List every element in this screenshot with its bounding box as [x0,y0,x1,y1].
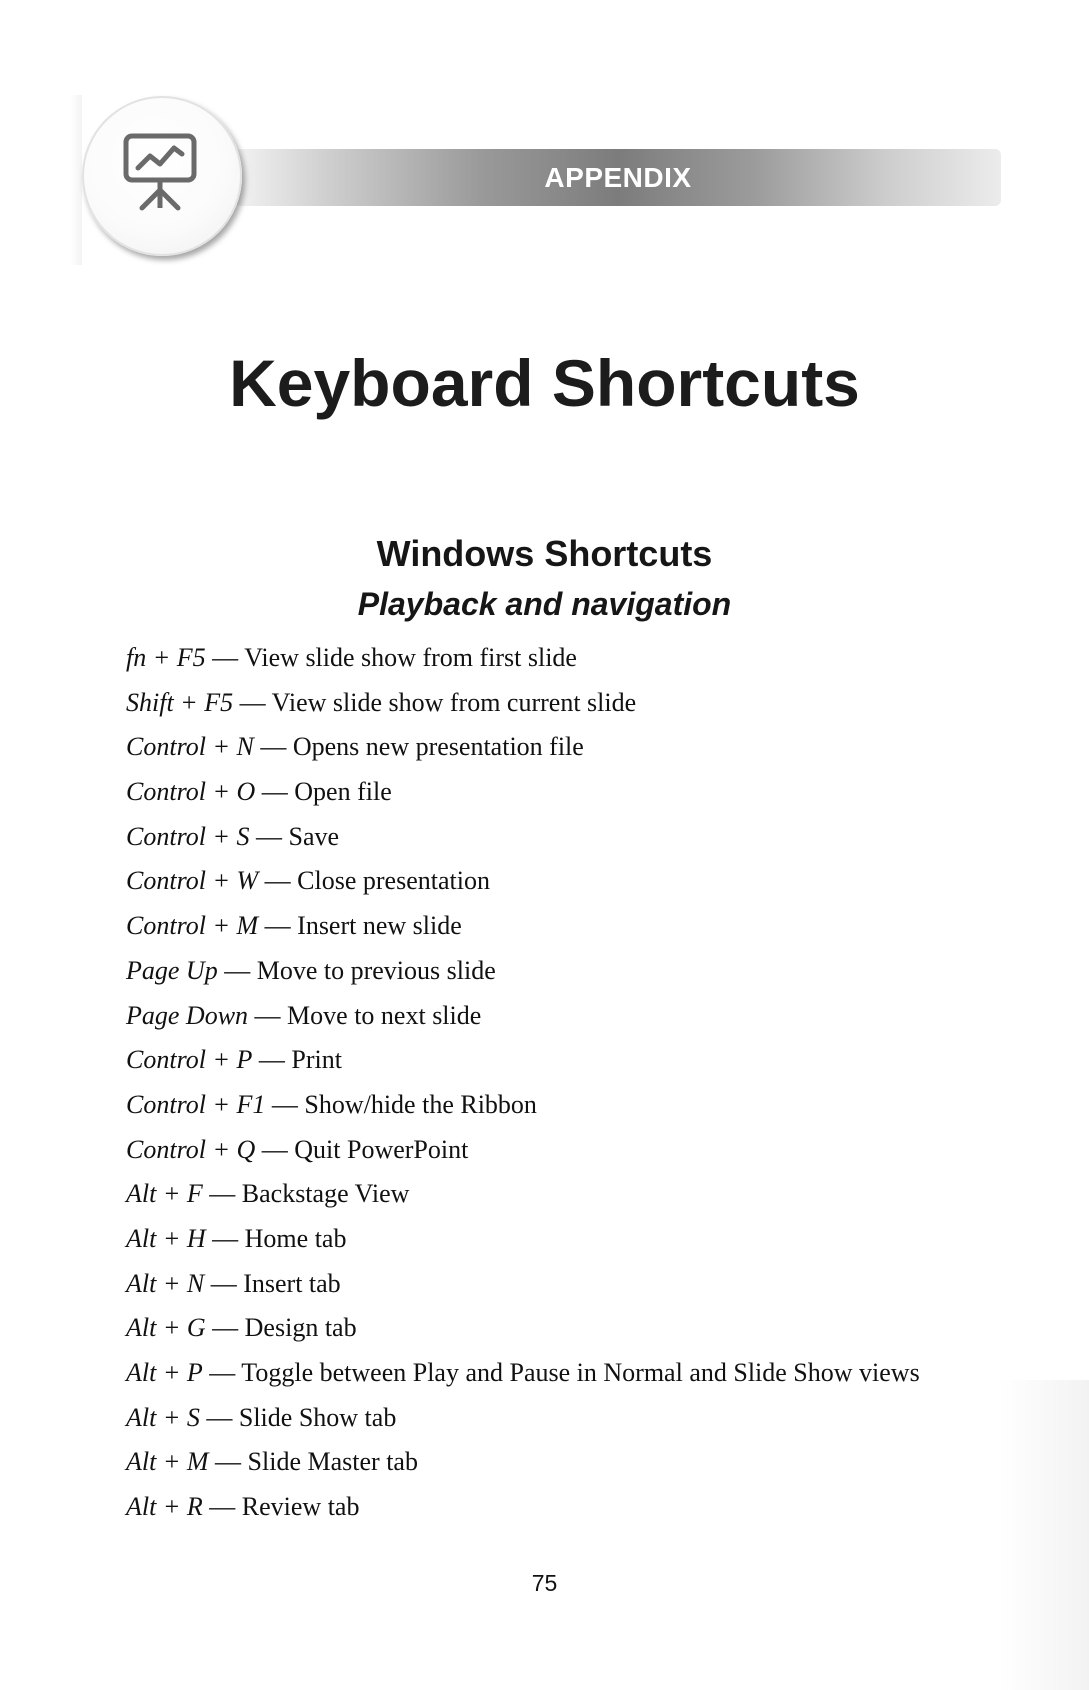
shortcut-action: Print [291,1045,342,1075]
shortcut-keys: Control + F1 [126,1089,266,1119]
shortcut-action: Home tab [244,1223,347,1253]
shortcut-list [126,636,1026,1530]
shortcut-separator: — [224,955,251,985]
shortcut-separator: — [260,732,287,762]
shortcut-item [126,681,1026,726]
shortcut-action: Slide Show tab [238,1402,397,1432]
shortcut-action: Opens new presentation file [292,732,584,762]
shortcut-action: View slide show from first slide [244,643,577,672]
shortcut-item [126,1440,1026,1485]
shortcut-item [126,725,1026,770]
shortcut-item [126,1128,1026,1173]
subsection-title: Playback and navigation [357,586,732,622]
shortcut-keys: Alt + H [126,1223,206,1253]
shortcut-separator: — [258,1045,285,1075]
shortcut-separator: — [256,821,282,851]
shortcut-separator: — [264,911,291,941]
shortcut-item [126,1485,1026,1530]
shortcut-item [126,994,1026,1039]
shortcut-keys: Alt + G [126,1313,206,1343]
shortcut-item [126,636,1026,681]
shortcut-keys: Alt + M [126,1447,209,1477]
shortcut-action: View slide show from current slide [271,687,637,717]
shortcut-separator: — [206,1402,233,1432]
chapter-badge [82,96,242,256]
shortcut-keys: Control + S [126,821,250,851]
shortcut-action: Move to next slide [287,1000,482,1030]
shortcut-keys: Shift + F5 [126,687,234,717]
shortcut-separator: — [212,1223,239,1253]
shortcut-item [126,859,1026,904]
shortcut-item [126,815,1026,860]
shortcut-action: Review tab [241,1492,360,1522]
shortcut-item [126,1351,1026,1396]
shortcut-item [126,1217,1026,1262]
shortcut-separator: — [254,1000,281,1030]
shortcut-action: Insert new slide [297,911,462,941]
shortcut-keys: Control + O [126,777,256,807]
shortcut-item [126,1306,1026,1351]
appendix-label: APPENDIX [544,161,692,193]
shortcut-item [126,1038,1026,1083]
page-title: Keyboard Shortcuts [229,346,860,420]
shortcut-keys: Alt + F [126,1179,203,1209]
shortcut-item [126,949,1026,994]
section-title: Windows Shortcuts [376,533,713,574]
shortcut-item [126,904,1026,949]
shortcut-action: Show/hide the Ribbon [304,1089,537,1119]
shortcut-separator: — [212,1313,239,1343]
shortcut-keys: fn + F5 [126,643,206,672]
shortcut-action: Open file [294,777,392,807]
shortcut-separator: — [210,1268,237,1298]
shortcut-action: Toggle between Play and Pause in Normal and Slide Show views [241,1358,920,1387]
shortcut-action: Close presentation [297,866,490,896]
shortcut-separator: — [212,643,239,672]
page-number: 75 [531,1570,558,1596]
shortcut-keys: Control + W [126,866,259,896]
shortcut-item [126,770,1026,815]
shortcut-action: Insert tab [243,1268,341,1298]
shortcut-action: Quit PowerPoint [294,1134,469,1164]
appendix-banner [235,149,1001,206]
shortcut-item [126,1396,1026,1441]
shortcut-item [126,1083,1026,1128]
shortcut-separator: — [261,777,288,807]
shortcut-separator: — [215,1447,242,1477]
shortcut-action: Backstage View [241,1179,410,1209]
shortcut-separator: — [209,1492,236,1522]
shortcut-keys: Control + N [126,732,254,762]
shortcut-keys: Alt + R [126,1492,203,1522]
shortcut-keys: Page Up [126,955,218,985]
shortcut-separator: — [239,687,266,717]
shortcut-keys: Alt + N [126,1268,205,1298]
shortcut-item [126,1262,1026,1307]
header-band [70,95,82,265]
shortcut-keys: Alt + P [126,1358,203,1387]
shortcut-keys: Page Down [126,1000,249,1030]
shortcut-keys: Control + Q [126,1134,256,1164]
presentation-chart-icon [122,132,202,222]
shortcut-action: Save [288,821,340,851]
shortcut-separator: — [271,1089,298,1119]
shortcut-action: Move to previous slide [256,955,496,985]
shortcut-separator: — [209,1179,236,1209]
shortcut-item [126,1172,1026,1217]
shortcut-keys: Control + M [126,911,259,941]
shortcut-separator: — [261,1134,288,1164]
shortcut-separator: — [264,866,291,896]
shortcut-action: Design tab [244,1313,357,1343]
shortcut-separator: — [209,1358,236,1387]
shortcut-keys: Control + P [126,1045,253,1075]
shortcut-action: Slide Master tab [247,1447,418,1477]
shortcut-keys: Alt + S [126,1402,200,1432]
